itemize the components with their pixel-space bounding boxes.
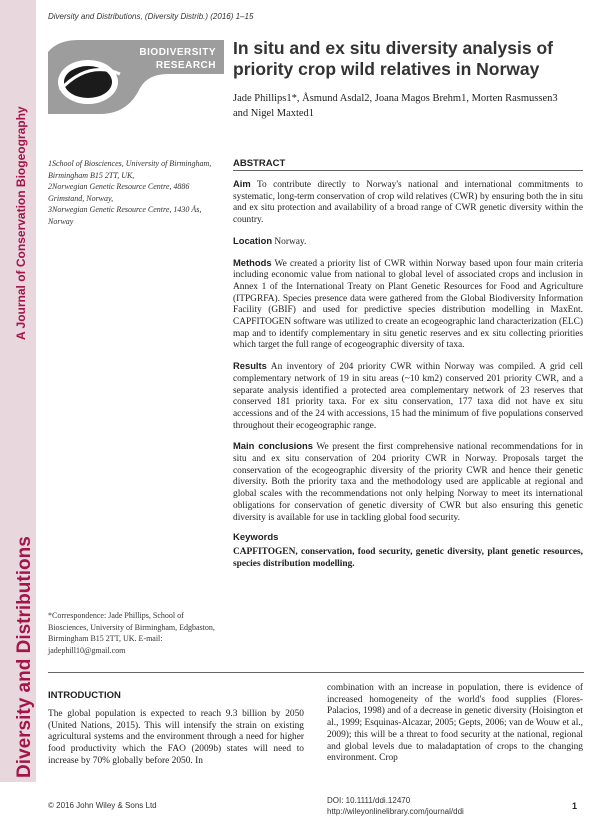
abstract-results	[233, 360, 583, 432]
keywords-list: CAPFITOGEN, conservation, food security, genetic diversity, plant genetic resources, species distribution modelling.	[233, 546, 583, 569]
banner-line1: BIODIVERSITY	[139, 47, 216, 58]
abstract-rule	[233, 170, 583, 171]
running-header: Diversity and Distributions, (Diversity Distrib.) (2016) 1–15	[48, 12, 254, 21]
journal-title-vertical: Diversity and Distributions	[14, 536, 35, 778]
results-label: Results	[233, 360, 267, 372]
abstract-location	[233, 235, 583, 249]
location-text: Norway.	[274, 236, 307, 247]
location-label: Location	[233, 234, 273, 246]
introduction-column-1: The global population is expected to reach 9.3 billion by 2050 (United Nations, 2015). This will intensify the strain on existing agricultural systems and the environment through a need for higher food productivity which the FAO (2009b) states will need to increase by 70% globally before 2050. In	[48, 709, 304, 766]
copyright: © 2016 John Wiley & Sons Ltd	[48, 801, 157, 810]
affiliations	[48, 158, 220, 227]
journal-url[interactable]: http://wileyonlinelibrary.com/journal/ddi	[327, 806, 464, 816]
author-list	[233, 91, 583, 121]
keywords-heading: Keywords	[233, 532, 279, 544]
results-text: An inventory of 204 priority CWR within Norway was compiled. A grid cell complementary network of 19 in situ areas (~10 km2) conserved 201 priority CWR, and a separate analysis identified a protected area complementary network of 23 reserves that conserved 181 priority taxa. For ex situ conservation, 177 taxa did not have ex situ accessions and of the 24 with accessions, 15 had the minimum of five populations conserved throughout their ecogeographic range.	[233, 362, 584, 431]
doi: DOI: 10.1111/ddi.12470	[327, 796, 411, 805]
affiliation-2: 2Norwegian Genetic Resource Centre, 4886 Grimstand, Norway,	[48, 182, 190, 203]
section-divider	[48, 672, 584, 673]
section-banner	[48, 30, 224, 114]
affiliation-3: 3Norwegian Genetic Resource Centre, 1430 Ås, Norway	[48, 205, 202, 226]
authors-line2: and Nigel Maxted1	[233, 108, 315, 119]
abstract-conclusions	[233, 440, 583, 524]
abstract-heading: ABSTRACT	[233, 158, 286, 169]
authors-line1: Jade Phillips1*, Åsmund Asdal2, Joana Magos Brehm1, Morten Rasmussen3	[233, 93, 558, 104]
article-title: In situ and ex situ diversity analysis of priority crop wild relatives in Norway	[233, 38, 553, 79]
banner-line2: RESEARCH	[155, 60, 216, 71]
aim-label: Aim	[233, 178, 251, 189]
doi-block	[327, 796, 464, 817]
introduction-column-2: combination with an increase in population, there is evidence of increased homogeneity of the world's food supplies (Flores-Palacios, 1998) and of a decrease in genetic diversity (Hoisington et al., 1999; Esquinas-Alcazar, 2005; Gepts, 2006; van de Wouw et al., 2009); this will be a threat to food security at the national, regional and global levels due to maladaptation of crops to the changing environment. Crop	[327, 683, 583, 764]
abstract-aim	[233, 178, 583, 227]
methods-text: We created a priority list of CWR within Norway based upon four main criteria including economic value from national to global level of associated crops and inclusion in Annex 1 of the International Treaty on Plant Genetic Resources for Food and Agriculture (ITPGRFA). Species presence data were gathered from the Global Biodiversity Information Facility (GBIF) and used for predictive species distribution modelling in MaxEnt. CAPFITOGEN software was utilized to create an ecogeographic land characterization (ELC) map and to identify complementary in situ genetic reserves and ex situ collecting priorities which target the full range of ecogeographic diversity of taxa.	[233, 258, 583, 351]
introduction-heading: INTRODUCTION	[48, 690, 121, 701]
conclusions-label: Main conclusions	[233, 440, 313, 452]
abstract-methods	[233, 257, 583, 353]
journal-subtitle-vertical: A Journal of Conservation Biogeography	[14, 106, 28, 340]
correspondence: *Correspondence: Jade Phillips, School of Biosciences, University of Birmingham, Edgbaston, Birmingham B15 2TT, UK. E-mail: jadephill10@gmail.com	[48, 611, 215, 655]
aim-text: To contribute directly to Norway's national and international commitments to systematic, long-term conservation of crop wild relatives (CWR) by ensuring both the in situ and ex situ protection and availability of a broad range of CWR genetic diversity within the country.	[233, 180, 583, 226]
affiliation-1: 1School of Biosciences, University of Birmingham, Birmingham B15 2TT, UK,	[48, 159, 212, 180]
abstract-body	[233, 178, 583, 570]
conclusions-text: We present the first comprehensive national recommendations for in situ and ex situ conservation of 204 priority CWR in Norway. Proposals target the conservation of the ecogeographic diversity of the priority CWR and hence their genetic diversity. Both the priority taxa and the methodology used are applicable at regional and global scales with the recommendations not only helping Norway to meet its international obligations for conservation of genetic diversity of CWR but also ensuring this genetic diversity is available for use in tackling global food security.	[233, 442, 583, 523]
methods-label: Methods	[233, 256, 272, 268]
page-number: 1	[572, 801, 578, 811]
